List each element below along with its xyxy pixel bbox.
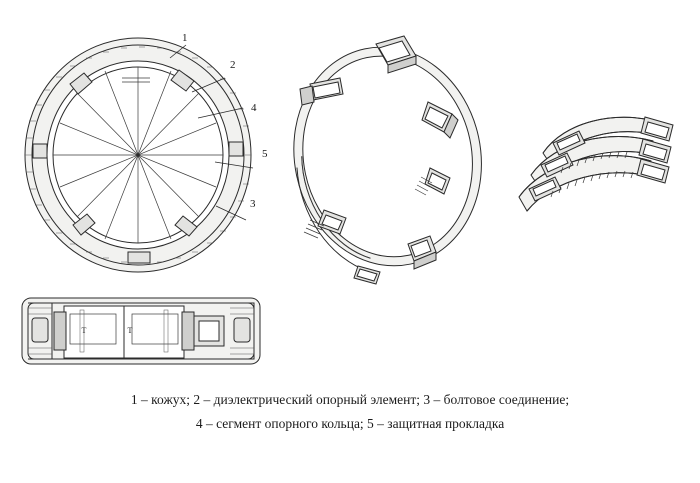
- section-bolt-flange-right: [182, 312, 194, 350]
- callout-label-5: 5: [262, 148, 268, 160]
- callout-label-1: 1: [182, 32, 188, 44]
- segment-arc-3: [519, 156, 653, 211]
- section-mark-t-left: Т: [81, 326, 87, 335]
- callout-label-3: 3: [250, 198, 256, 210]
- caption-line-2: 4 – сегмент опорного кольца; 5 – защитная прокладка: [195, 416, 505, 431]
- callout-label-2: 2: [230, 59, 236, 71]
- segments-view: [505, 95, 695, 225]
- section-bolt-flange-left: [54, 312, 66, 350]
- front-view-ring: [10, 20, 280, 290]
- caption-line-1: 1 – кожух; 2 – диэлектрический опорный элемент; 3 – болтовое соединение;: [130, 392, 570, 407]
- iso-shell-inner: [284, 40, 490, 273]
- ring-center-point: [136, 153, 139, 156]
- callout-label-4: 4: [251, 102, 257, 114]
- isometric-view-ring: [280, 28, 510, 290]
- section-view: [18, 292, 268, 372]
- section-mark-t-right: Т: [127, 326, 133, 335]
